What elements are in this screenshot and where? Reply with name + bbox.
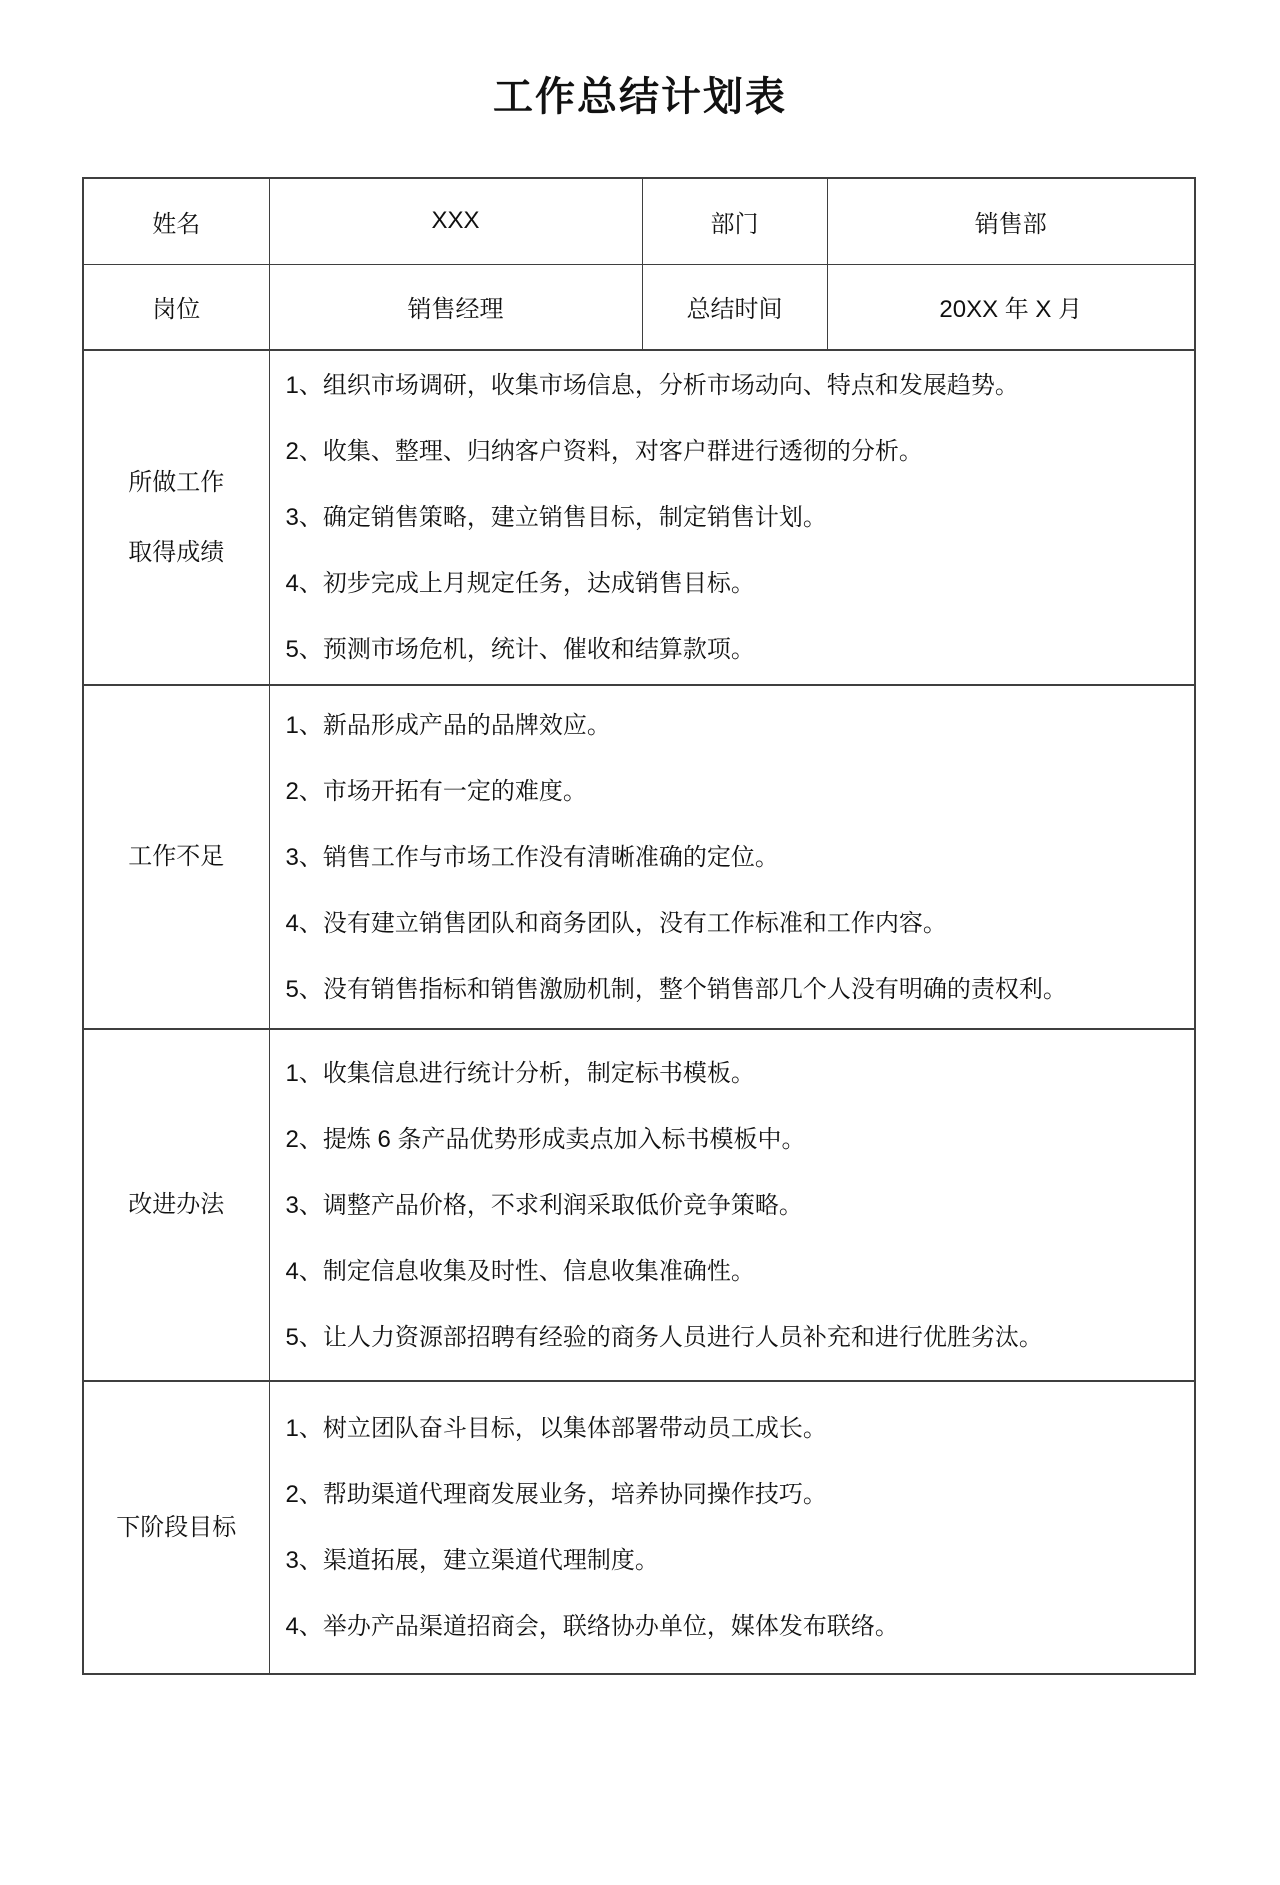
list-item: 1、组织市场调研，收集市场信息，分析市场动向、特点和发展趋势。	[285, 372, 1019, 399]
list-item: 4、没有建立销售团队和商务团队，没有工作标准和工作内容。	[285, 909, 947, 937]
info-row-position-period	[83, 264, 1195, 350]
section-label-line: 改进办法	[128, 1191, 225, 1218]
document-title: 工作总结计划表	[493, 75, 787, 119]
list-item: 3、渠道拓展，建立渠道代理制度。	[285, 1547, 659, 1574]
list-item: 5、没有销售指标和销售激励机制，整个销售部几个人没有明确的责权利。	[285, 975, 1067, 1003]
name-value: XXX	[269, 178, 642, 264]
list-item: 1、新品形成产品的品牌效应。	[285, 711, 611, 739]
list-item: 3、调整产品价格，不求利润采取低价竞争策略。	[285, 1191, 803, 1219]
name-label: 姓名	[83, 178, 269, 264]
list-item: 3、销售工作与市场工作没有清晰准确的定位。	[285, 843, 779, 871]
position-value: 销售经理	[269, 264, 642, 350]
info-row-name-department	[83, 178, 1195, 264]
section-content-shortcomings	[269, 685, 1195, 1029]
summary-time-label: 总结时间	[642, 264, 827, 350]
section-label-line: 所做工作	[128, 468, 225, 496]
list-item: 2、提炼 6 条产品优势形成卖点加入标书模板中。	[285, 1125, 806, 1153]
section-label-line: 取得成绩	[128, 538, 225, 566]
section-label-next-goals	[83, 1381, 269, 1674]
list-item: 1、树立团队奋斗目标，以集体部署带动员工成长。	[285, 1415, 827, 1442]
section-content-improvements	[269, 1029, 1195, 1381]
list-item: 2、市场开拓有一定的难度。	[285, 777, 587, 805]
section-content-next-goals	[269, 1381, 1195, 1674]
section-content-achievements	[269, 350, 1195, 685]
work-summary-table	[82, 177, 1196, 1675]
section-label-shortcomings	[83, 685, 269, 1029]
list-item: 4、初步完成上月规定任务，达成销售目标。	[285, 570, 755, 597]
section-row-next-goals	[83, 1381, 1195, 1674]
list-item: 5、预测市场危机，统计、催收和结算款项。	[285, 636, 755, 663]
list-item: 4、举办产品渠道招商会，联络协办单位，媒体发布联络。	[285, 1613, 899, 1640]
list-item: 4、制定信息收集及时性、信息收集准确性。	[285, 1257, 755, 1285]
list-item: 5、让人力资源部招聘有经验的商务人员进行人员补充和进行优胜劣汰。	[285, 1323, 1043, 1351]
section-label-improvements	[83, 1029, 269, 1381]
department-value: 销售部	[827, 178, 1195, 264]
summary-time-value: 20XX 年 X 月	[827, 264, 1195, 350]
list-item: 3、确定销售策略，建立销售目标，制定销售计划。	[285, 504, 827, 531]
list-item: 2、收集、整理、归纳客户资料，对客户群进行透彻的分析。	[285, 438, 923, 465]
section-label-line: 工作不足	[128, 843, 225, 870]
department-label: 部门	[642, 178, 827, 264]
list-item: 1、收集信息进行统计分析，制定标书模板。	[285, 1059, 755, 1087]
section-label-achievements	[83, 350, 269, 685]
section-row-shortcomings	[83, 685, 1195, 1029]
document-page	[0, 74, 1280, 1675]
section-row-improvements	[83, 1029, 1195, 1381]
section-row-achievements	[83, 350, 1195, 685]
section-label-line: 下阶段目标	[116, 1513, 237, 1541]
list-item: 2、帮助渠道代理商发展业务，培养协同操作技巧。	[285, 1481, 827, 1508]
position-label: 岗位	[83, 264, 269, 350]
